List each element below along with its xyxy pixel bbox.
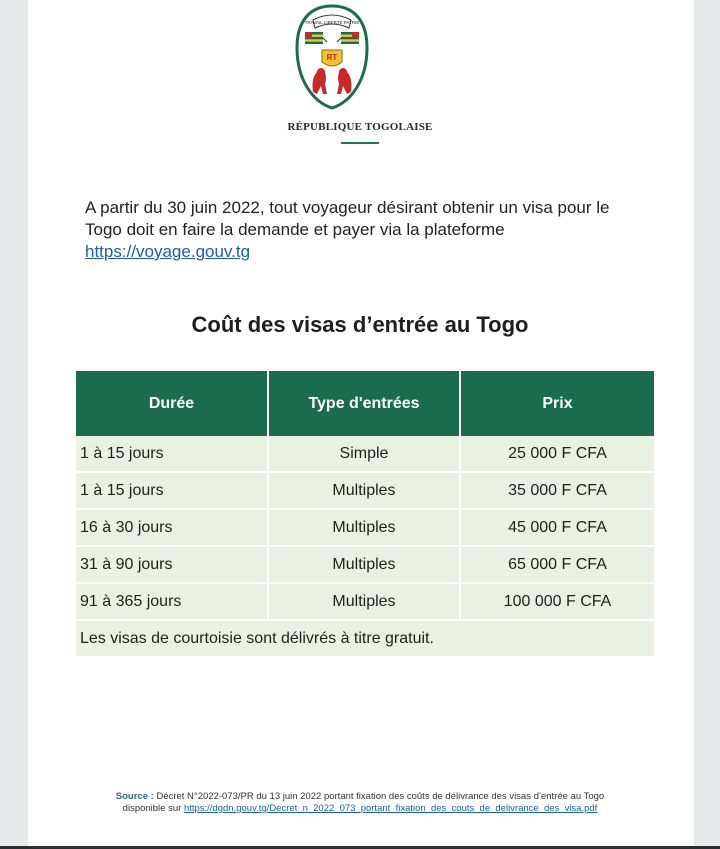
table-note-row: [76, 620, 654, 657]
header-duration: Durée: [76, 371, 268, 436]
entry-type-cell: Simple: [268, 436, 460, 472]
svg-text:RT: RT: [326, 53, 338, 62]
flag-right-icon: [341, 32, 359, 44]
courtesy-visa-note: Les visas de courtoisie sont délivrés à titre gratuit.: [76, 620, 654, 657]
source-text: Décret N°2022-073/PR du 13 juin 2022 portant fixation des coûts de délivrance des visas d’entrée au Togo: [156, 791, 605, 802]
country-underline: [341, 142, 379, 144]
price-cell: 25 000 F CFA: [460, 436, 654, 472]
intro-paragraph: [85, 197, 645, 263]
source-label: Source :: [115, 791, 154, 802]
decree-link[interactable]: https://dgdn.gouv.tg/Decret_n_2022_073_portant_fixation_des_couts_de_delivrance_des_visa.pdf: [183, 803, 598, 814]
entry-type-cell: Multiples: [268, 472, 460, 509]
duration-cell: 1 à 15 jours: [76, 436, 268, 472]
flag-left-icon: [305, 32, 323, 44]
source-footnote: [0, 791, 720, 815]
page-title: Coût des visas d’entrée au Togo: [191, 312, 529, 337]
voyage-link[interactable]: https://voyage.gouv.tg: [85, 242, 251, 261]
visa-cost-table: [76, 371, 654, 658]
table-row: [76, 472, 654, 509]
header-price: Prix: [460, 371, 654, 436]
price-cell: 35 000 F CFA: [460, 472, 654, 509]
table-row: [76, 546, 654, 583]
entry-type-cell: Multiples: [268, 509, 460, 546]
price-cell: 45 000 F CFA: [460, 509, 654, 546]
entry-type-cell: Multiples: [268, 546, 460, 583]
entry-type-cell: Multiples: [268, 583, 460, 620]
country-name: RÉPUBLIQUE TOGOLAISE: [287, 121, 433, 133]
duration-cell: 1 à 15 jours: [76, 472, 268, 509]
intro-text: A partir du 30 juin 2022, tout voyageur désirant obtenir un visa pour le Togo doit en faire la demande et payer via la plateforme: [85, 198, 610, 239]
price-cell: 100 000 F CFA: [460, 583, 654, 620]
table-row: [76, 436, 654, 472]
table-row: [76, 583, 654, 620]
table-header-row: [76, 371, 654, 436]
table-row: [76, 509, 654, 546]
togo-coat-of-arms-icon: [291, 2, 373, 112]
duration-cell: 16 à 30 jours: [76, 509, 268, 546]
duration-cell: 31 à 90 jours: [76, 546, 268, 583]
source-available: disponible sur: [122, 803, 182, 814]
duration-cell: 91 à 365 jours: [76, 583, 268, 620]
price-cell: 65 000 F CFA: [460, 546, 654, 583]
svg-text:TRAVAIL LIBERTÉ PATRIE: TRAVAIL LIBERTÉ PATRIE: [304, 20, 360, 25]
header-entry-type: Type d'entrées: [268, 371, 460, 436]
